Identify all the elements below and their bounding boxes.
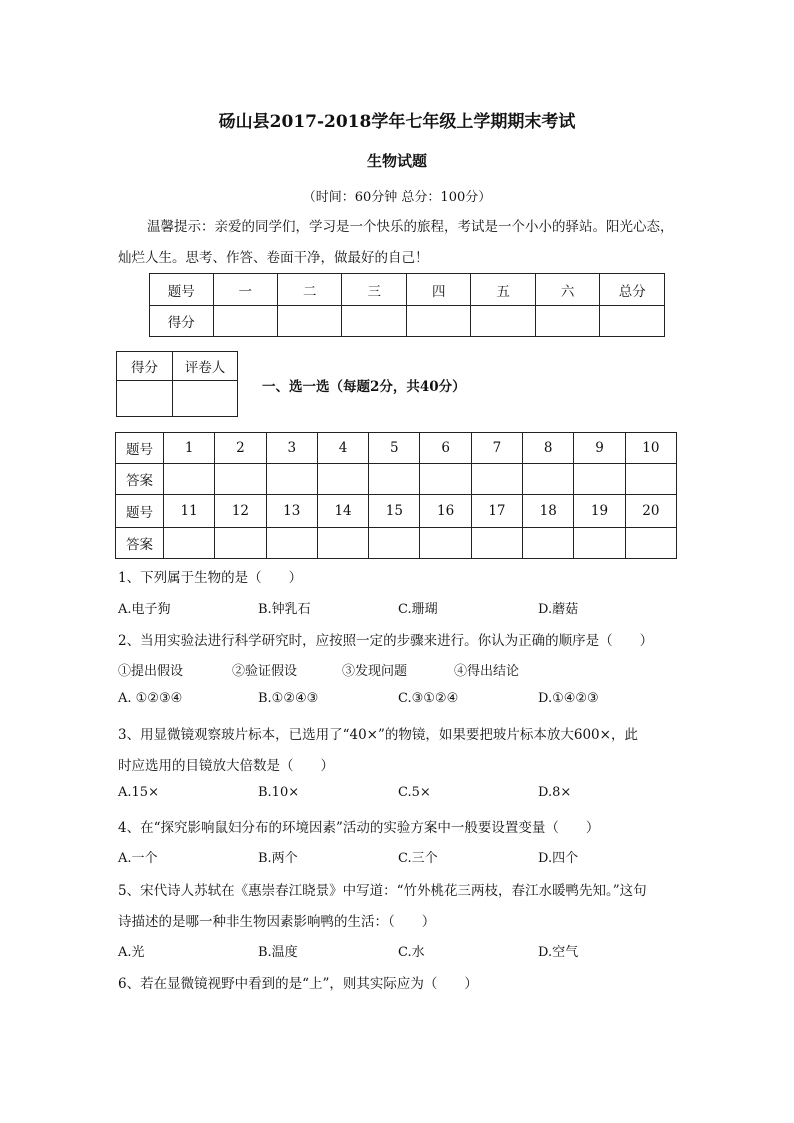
question-3-option-b: B.10× — [258, 785, 300, 800]
question-3-option-a: A.15× — [118, 785, 159, 800]
answer-cell — [164, 528, 215, 559]
question-number-cell: 4 — [317, 433, 368, 464]
answer-cell — [523, 528, 574, 559]
answer-cell — [574, 464, 625, 495]
score-cell — [342, 306, 406, 337]
question-number-cell: 8 — [523, 433, 574, 464]
answer-cell — [317, 464, 368, 495]
answer-cell — [369, 464, 420, 495]
score-header-cell: 三 — [342, 274, 406, 306]
score-header-cell: 五 — [471, 274, 535, 306]
score-row-label: 得分 — [150, 306, 214, 337]
question-3-stem-line-2: 时应选用的目镜放大倍数是（ ） — [118, 758, 334, 774]
answer-cell — [420, 528, 471, 559]
score-header-cell: 四 — [406, 274, 470, 306]
score-cell — [535, 306, 599, 337]
question-number-cell: 20 — [625, 495, 676, 528]
question-2-step: ①提出假设 — [118, 664, 184, 679]
grader-score-label: 得分 — [117, 352, 173, 381]
question-number-cell: 2 — [215, 433, 266, 464]
question-4-stem: 4、在“探究影响鼠妇分布的环境因素”活动的实验方案中一般要设置变量（ ） — [118, 820, 600, 836]
answer-cell — [523, 464, 574, 495]
question-2-step: ②验证假设 — [232, 664, 298, 679]
question-number-cell: 11 — [164, 495, 215, 528]
answer-cell — [164, 464, 215, 495]
question-number-cell: 14 — [317, 495, 368, 528]
answer-cell — [369, 528, 420, 559]
score-cell — [213, 306, 277, 337]
score-cell — [471, 306, 535, 337]
question-1-option-b: B.钟乳石 — [258, 602, 311, 617]
question-number-cell: 6 — [420, 433, 471, 464]
answer-cell — [471, 528, 522, 559]
score-header-cell: 二 — [277, 274, 341, 306]
question-2-step: ③发现问题 — [342, 664, 408, 679]
question-number-cell: 16 — [420, 495, 471, 528]
score-table — [149, 273, 665, 337]
question-2-option-d: D.①④②③ — [538, 691, 599, 706]
answer-grid-label: 题号 — [116, 433, 164, 464]
question-6-stem: 6、若在显微镜视野中看到的是“上”，则其实际应为（ ） — [118, 976, 478, 992]
answer-grid-label: 答案 — [116, 464, 164, 495]
answer-cell — [215, 464, 266, 495]
question-3-stem-line-1: 3、用显微镜观察玻片标本，已选用了“40×”的物镜，如果要把玻片标本放大600×，此 — [118, 727, 638, 743]
exam-title: 砀山县2017-2018学年七年级上学期期末考试 — [218, 112, 576, 132]
answer-cell — [266, 528, 317, 559]
grader-name-cell — [173, 381, 238, 417]
question-1-option-c: C.珊瑚 — [398, 602, 438, 617]
question-number-cell: 15 — [369, 495, 420, 528]
question-4-option-d: D.四个 — [538, 851, 579, 866]
answer-cell — [471, 464, 522, 495]
question-1-option-d: D.蘑菇 — [538, 602, 579, 617]
section-1-title: 一、选一选（每题2分，共40分） — [262, 379, 466, 395]
question-2-option-c: C.③①②④ — [398, 691, 459, 706]
question-number-cell: 1 — [164, 433, 215, 464]
question-number-cell: 5 — [369, 433, 420, 464]
answer-cell — [215, 528, 266, 559]
answer-grid-label: 题号 — [116, 495, 164, 528]
question-3-option-d: D.8× — [538, 785, 572, 800]
question-2-option-b: B.①②④③ — [258, 691, 319, 706]
grader-score-cell — [117, 381, 173, 417]
answer-cell — [574, 528, 625, 559]
answer-cell — [266, 464, 317, 495]
grader-box — [116, 351, 238, 417]
question-5-option-d: D.空气 — [538, 945, 579, 960]
score-cell — [600, 306, 665, 337]
question-2-stem: 2、当用实验法进行科学研究时，应按照一定的步骤来进行。你认为正确的顺序是（ ） — [118, 633, 654, 649]
answer-cell — [625, 464, 676, 495]
question-number-cell: 13 — [266, 495, 317, 528]
score-header-cell: 六 — [535, 274, 599, 306]
answer-grid-label: 答案 — [116, 528, 164, 559]
notice-line-1: 温馨提示：亲爱的同学们，学习是一个快乐的旅程，考试是一个小小的驿站。阳光心态， — [147, 219, 674, 235]
question-number-cell: 17 — [471, 495, 522, 528]
answer-cell — [317, 528, 368, 559]
question-number-cell: 3 — [266, 433, 317, 464]
question-5-stem-line-2: 诗描述的是哪一种非生物因素影响鸭的生活：（ ） — [118, 914, 436, 930]
question-5-stem-line-1: 5、宋代诗人苏轼在《惠崇春江晓景》中写道：“竹外桃花三两枝，春江水暖鸭先知。”这句 — [118, 883, 647, 899]
question-5-option-a: A.光 — [118, 945, 145, 960]
question-number-cell: 10 — [625, 433, 676, 464]
answer-grid — [115, 432, 677, 559]
notice-line-2: 灿烂人生。思考、作答、卷面干净，做最好的自己！ — [118, 250, 429, 266]
question-4-option-a: A.一个 — [118, 851, 158, 866]
question-2-step: ④得出结论 — [454, 664, 520, 679]
score-header-cell: 总分 — [600, 274, 665, 306]
score-header-cell: 一 — [213, 274, 277, 306]
exam-subtitle: 生物试题 — [366, 152, 427, 170]
question-number-cell: 18 — [523, 495, 574, 528]
score-cell — [277, 306, 341, 337]
grader-name-label: 评卷人 — [173, 352, 238, 381]
exam-meta: （时间：60分钟 总分：100分） — [302, 190, 492, 205]
question-1-option-a: A.电子狗 — [118, 602, 171, 617]
question-number-cell: 9 — [574, 433, 625, 464]
answer-cell — [420, 464, 471, 495]
question-2-option-a: A. ①②③④ — [118, 691, 183, 706]
question-number-cell: 19 — [574, 495, 625, 528]
question-3-option-c: C.5× — [398, 785, 431, 800]
question-5-option-b: B.温度 — [258, 945, 298, 960]
question-5-option-c: C.水 — [398, 945, 425, 960]
question-4-option-b: B.两个 — [258, 851, 298, 866]
answer-cell — [625, 528, 676, 559]
score-header-cell: 题号 — [150, 274, 214, 306]
question-number-cell: 7 — [471, 433, 522, 464]
question-4-option-c: C.三个 — [398, 851, 438, 866]
score-cell — [406, 306, 470, 337]
question-number-cell: 12 — [215, 495, 266, 528]
question-1-stem: 1、下列属于生物的是（ ） — [118, 570, 303, 586]
